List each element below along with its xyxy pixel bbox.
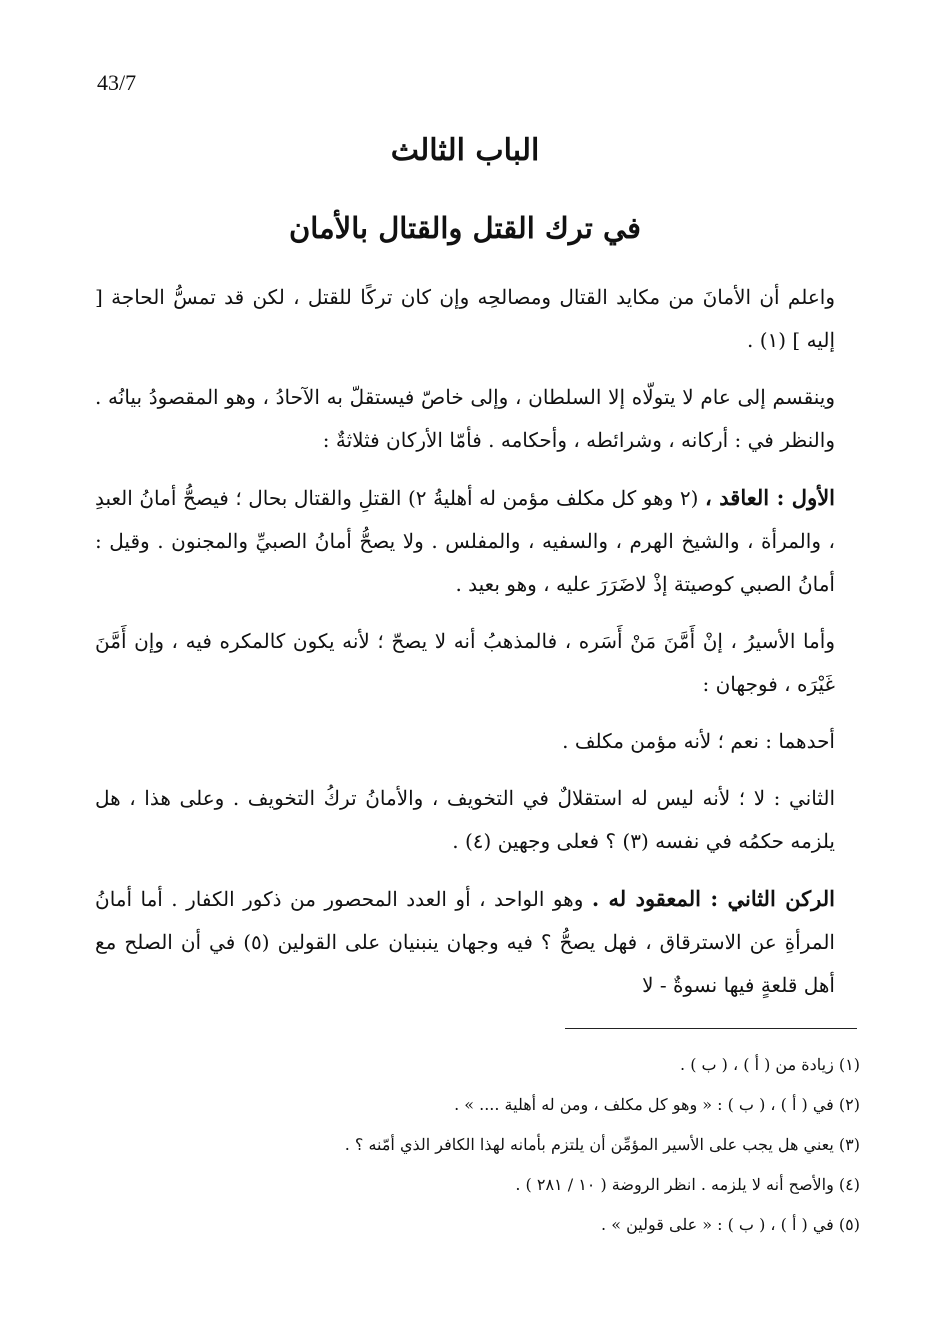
footnote-2: (٢) في ( أ ) ، ( ب ) : « وهو كل مكلف ، ومن له أهلية .... » . [454, 1095, 860, 1114]
paragraph-4 [95, 620, 835, 706]
chapter-title: الباب الثالث [390, 133, 540, 168]
paragraph-7-text: وهو الواحد ، أو العدد المحصور من ذكور الكفار . أما أمانُ المرأةِ عن الاسترقاق ، فهل يصحُّ ؟ فيه وجهان ينبنيان على القولين (٥) في أن الصلح مع أهل قلعةٍ فيها نسوةٌ - لا [95, 887, 835, 997]
paragraph-2-text: وينقسم إلى عام لا يتولّاه إلا السلطان ، وإلى خاصّ فيستقلّ به الآحادُ ، وهو المقصودُ بيانُه . والنظر في : أركانه ، وشرائطه ، وأحكامه . فأمّا الأركان فثلاثةٌ : [95, 385, 835, 452]
footnote-5: (٥) في ( أ ) ، ( ب ) : « على قولين » . [601, 1215, 860, 1234]
paragraph-3 [95, 476, 835, 606]
paragraph-2 [95, 376, 835, 462]
footnote-1: (١) زيادة من ( أ ) ، ( ب ) . [680, 1055, 860, 1074]
body-text [95, 276, 835, 1021]
paragraph-6-text: الثاني : لا ؛ لأنه ليس له استقلالٌ في التخويف ، والأمانُ تركُ التخويف . وعلى هذا ، هل يلزمه حكمُه في نفسه (٣) ؟ فعلى وجهين (٤) . [95, 786, 835, 853]
footnote-separator [565, 1028, 857, 1029]
footnote-3: (٣) يعني هل يجب على الأسير المؤمِّن أن يلتزم بأمانه لهذا الكافر الذي أمّنه ؟ . [344, 1135, 860, 1154]
paragraph-3-lead: الأول : العاقد ، [704, 485, 836, 510]
page-number: 43/7 [97, 70, 137, 95]
footnotes [100, 1045, 860, 1245]
footnote-4: (٤) والأصح أنه لا يلزمه . انظر الروضة ( ١٠ / ٢٨١ ) . [515, 1175, 860, 1194]
paragraph-1-text: واعلم أن الأمانَ من مكايد القتال ومصالحِه وإن كان تركًا للقتل ، لكن قد تمسُّ الحاجة [ إليه ] (١) . [95, 285, 835, 352]
paragraph-4-text: وأما الأسيرُ ، إنْ أَمَّنَ مَنْ أَسَره ، فالمذهبُ أنه لا يصحّ ؛ لأنه يكون كالمكره فيه ، وإن أَمَّنَ غَيْرَه ، فوجهان : [95, 629, 835, 696]
paragraph-5-text: أحدهما : نعم ؛ لأنه مؤمن مكلف . [562, 729, 835, 753]
paragraph-7-lead: الركن الثاني : المعقود له . [591, 886, 835, 911]
paragraph-5 [95, 720, 835, 763]
paragraph-1 [95, 276, 835, 362]
chapter-subtitle: في ترك القتل والقتال بالأمان [288, 211, 641, 245]
paragraph-7 [95, 877, 835, 1007]
paragraph-3-text: (٢ وهو كل مكلف مؤمن له أهليةُ ٢) القتلِ والقتال بحال ؛ فيصحُّ أمانُ العبدِ ، والمرأة ، والشيخ الهرم ، والسفيه ، والمفلس . ولا يصحُّ أمانُ الصبيِّ والمجنون . وقيل : أمانُ الصبي كوصيتة إذْ لاضَرَرَ عليه ، وهو بعيد . [95, 486, 835, 596]
paragraph-6 [95, 777, 835, 863]
